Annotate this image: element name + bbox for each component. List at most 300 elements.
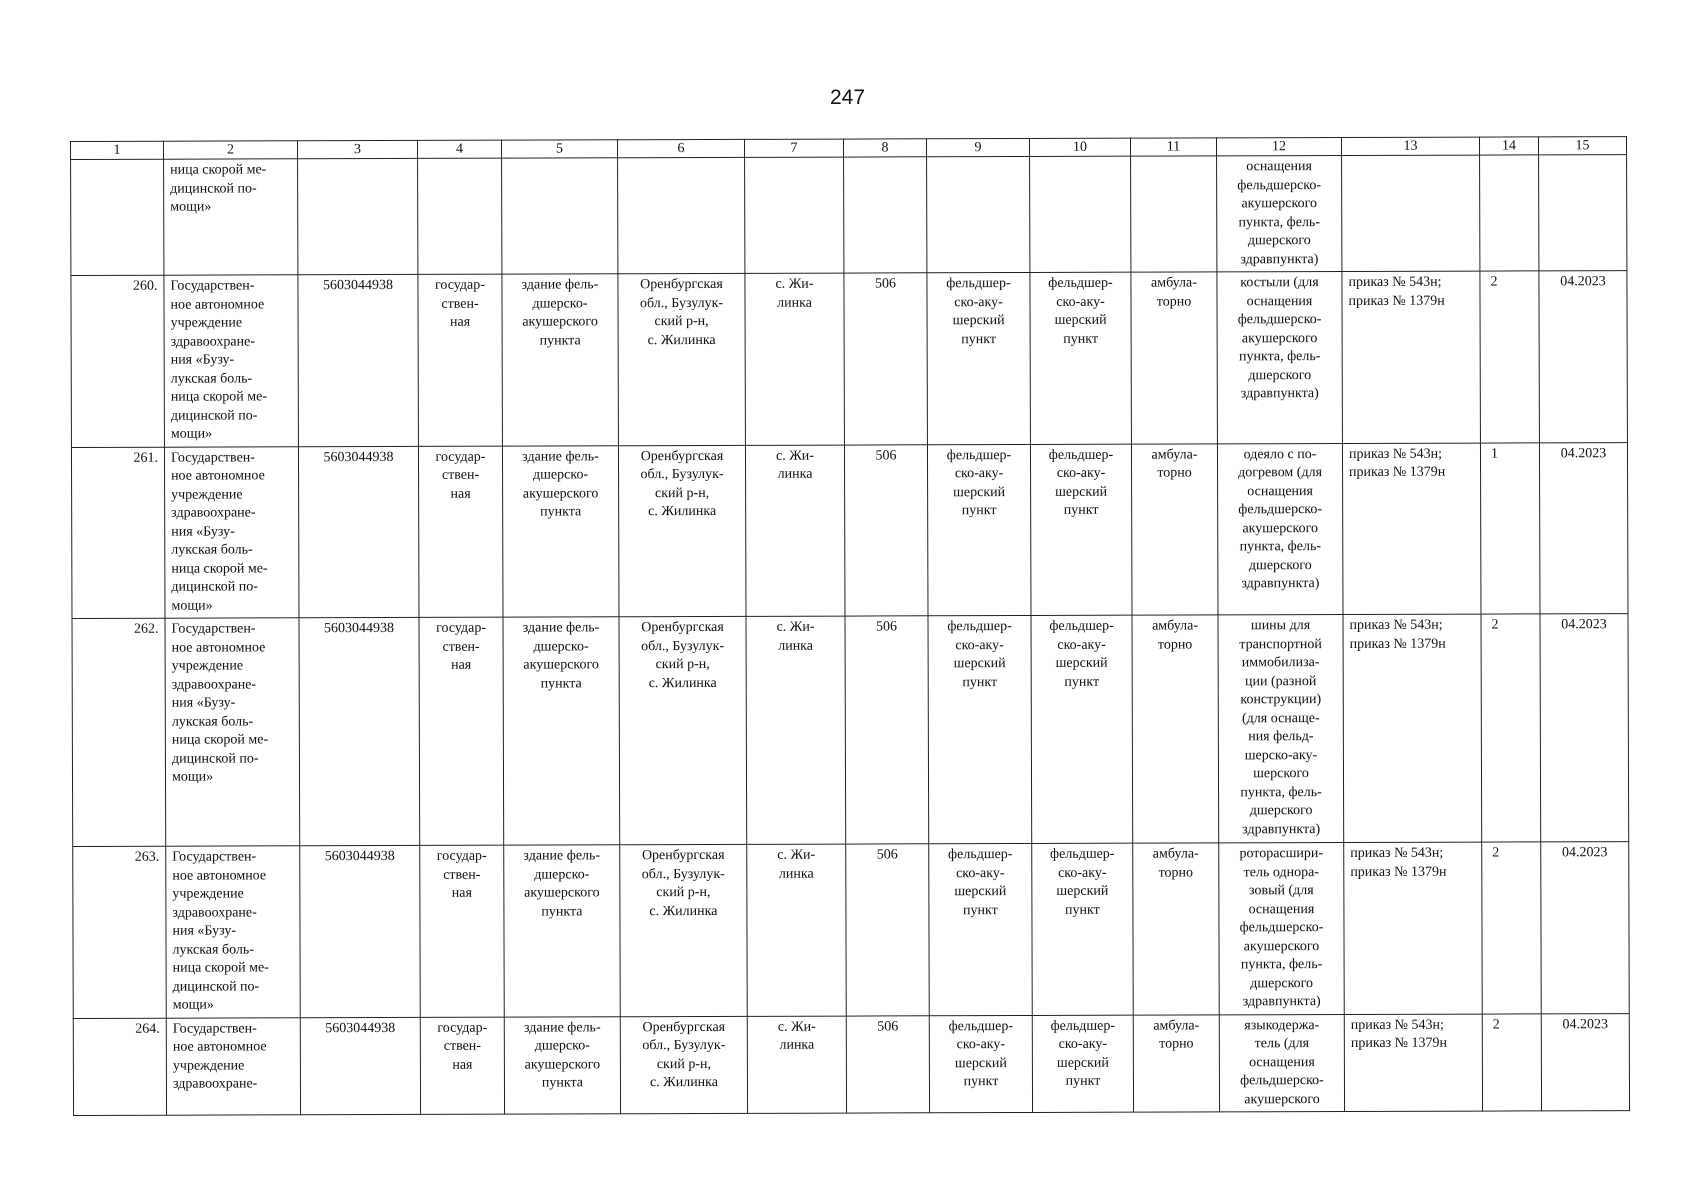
cell-text-line: шерского xyxy=(1253,766,1309,782)
cell-text-line: пункта, фель- xyxy=(1238,349,1321,365)
cell-text-line: пункта, фель- xyxy=(1240,957,1323,973)
continuation-row xyxy=(71,155,1627,276)
facility-kind-cell xyxy=(1032,1015,1133,1113)
row-number-cell: 264. xyxy=(73,1018,166,1116)
cell-text-line: с. Жи- xyxy=(776,619,815,635)
column-number: 9 xyxy=(926,138,1029,156)
cell-text-line: мощи» xyxy=(170,426,213,442)
cell-text-line: ное автономное xyxy=(171,468,265,484)
cell-text-line: приказ № 543н; xyxy=(1350,1017,1444,1033)
page-number: 247 xyxy=(829,86,866,109)
cell-text-line: шерский xyxy=(1055,484,1108,500)
cell-text-line: фельдшер- xyxy=(946,447,1012,463)
cell-text-line: амбула- xyxy=(1150,275,1197,291)
cell-text-line: фельдшер- xyxy=(1050,1018,1116,1034)
cell-text-line: государ- xyxy=(436,620,486,636)
ownership-cell xyxy=(418,446,503,618)
column-number: 1 xyxy=(71,141,164,159)
cell-text-line: шины для xyxy=(1250,618,1311,634)
building-cell xyxy=(504,1016,620,1114)
cell-text-line: фельдшер- xyxy=(948,847,1013,863)
cell-text-line: акушерского xyxy=(524,1056,601,1073)
cell-text-line: здравоохране- xyxy=(171,676,257,693)
cell-text-line: роторасшири- xyxy=(1239,846,1324,862)
cell-text-line: ница скорой ме- xyxy=(171,560,268,577)
cell-text-line: ствен- xyxy=(442,639,480,655)
cell-text-line: пункт xyxy=(962,674,998,690)
cell-text-line: дшерского xyxy=(1248,557,1312,573)
cell-text-line: фельдшерско- xyxy=(1238,502,1323,518)
cell-text-line: с. Жи- xyxy=(775,276,814,292)
cell-text-line: ное автономное xyxy=(172,1039,267,1055)
cell-text-line: линка xyxy=(778,638,814,654)
cell-text-line: государ- xyxy=(436,848,487,864)
row-number-cell: 262. xyxy=(72,618,166,846)
registry-table xyxy=(70,136,1630,1116)
cell-text-line: ствен- xyxy=(441,296,479,312)
inn-cell: 5603044938 xyxy=(299,617,420,845)
cell-text-line: линка xyxy=(779,1037,815,1053)
cell-text-line: дшерского xyxy=(1249,803,1313,819)
quantity-cell: 2 xyxy=(1480,271,1540,443)
order-cell xyxy=(1342,443,1481,615)
cell-text-line: ско-аку- xyxy=(1058,865,1107,881)
cell-text-line: ния «Бузу- xyxy=(170,352,235,368)
cell-text-line: государ- xyxy=(437,1020,488,1036)
equipment-text-line: фельдшерско- xyxy=(1237,177,1322,193)
cell-text-line: фельдшерско- xyxy=(1237,312,1322,328)
facility-type-cell xyxy=(927,272,1031,444)
cell-text-line: пункт xyxy=(1063,502,1099,518)
cell-text-line: дицинской по- xyxy=(171,750,259,767)
care-form-cell xyxy=(1132,615,1219,843)
ownership-cell xyxy=(418,274,503,446)
organization-cell xyxy=(164,159,298,275)
cell-text-line: здравпункта) xyxy=(1242,821,1321,837)
cell-text-line: оснащения xyxy=(1248,901,1315,917)
cell-text-line: шерский xyxy=(1054,312,1107,328)
cell-text-line: пункт xyxy=(963,902,998,918)
quantity-cell: 2 xyxy=(1481,614,1541,842)
cell-text-line: здание фель- xyxy=(521,277,599,293)
organization-cell xyxy=(164,446,299,618)
cell-text-line: торно xyxy=(1159,1036,1194,1052)
cell-text-line: обл., Бузулук- xyxy=(639,295,724,311)
column-number: 7 xyxy=(744,139,843,157)
cell-text-line: ное автономное xyxy=(171,639,266,656)
cell-text-line: фельдшер- xyxy=(946,276,1011,292)
cell-text-line: обл., Бузулук- xyxy=(642,1037,726,1054)
settlement-cell xyxy=(747,844,847,1016)
facility-type-cell xyxy=(929,843,1033,1015)
cell-text-line: акушерского xyxy=(523,657,599,673)
cell-text-line: с. Жи- xyxy=(776,448,814,464)
quantity-cell: 2 xyxy=(1482,842,1542,1014)
cell-text-line: торно xyxy=(1157,465,1192,481)
population-cell: 506 xyxy=(844,444,928,616)
cell-text-line: Оренбургская xyxy=(641,847,725,864)
cell-text-line: линка xyxy=(777,466,813,482)
cell-text-line: пункта xyxy=(539,332,581,349)
cell-text-line: дшерского xyxy=(1248,367,1312,383)
settlement-cell xyxy=(747,1016,846,1114)
table-row xyxy=(73,1013,1629,1115)
equipment-cell xyxy=(1217,156,1342,272)
cell-text-line: учреждение xyxy=(170,315,243,331)
row-number-cell: 260. xyxy=(71,275,165,447)
facility-type-cell xyxy=(929,1015,1032,1113)
population-cell: 506 xyxy=(846,844,930,1016)
building-cell xyxy=(503,617,620,845)
equipment-cell xyxy=(1217,443,1343,615)
ownership-cell xyxy=(419,617,504,845)
cell-text-line: дшерского xyxy=(1250,975,1314,991)
cell-text-line: транспортной xyxy=(1239,636,1322,652)
cell-text-line: с. Жи- xyxy=(777,1019,816,1035)
cell-text-line: здание фель- xyxy=(522,620,600,636)
building-cell xyxy=(502,274,619,446)
settlement-cell xyxy=(745,273,845,445)
cell-text-line: пункт xyxy=(1065,902,1100,918)
organization-cell xyxy=(166,1017,300,1115)
table-row xyxy=(73,842,1630,1018)
cell-text-line: ния фельд- xyxy=(1248,729,1314,745)
cell-text-line: (для оснаще- xyxy=(1241,710,1320,726)
cell-text-line: амбула- xyxy=(1152,618,1199,634)
cell-text-line: мощи» xyxy=(172,997,214,1013)
facility-type-cell xyxy=(928,615,1032,843)
cell-text-line: здравоохране- xyxy=(170,333,256,350)
column-number: 8 xyxy=(843,139,926,157)
cell-text-line: учреждение xyxy=(172,886,244,902)
cell-text-line: ния «Бузу- xyxy=(171,695,236,711)
cell-text-line: здравоохране- xyxy=(172,904,257,921)
cell-text-line: пункта xyxy=(540,675,582,692)
cell-text-line: ский р-н, xyxy=(656,1056,712,1072)
cell-text-line: Государствен- xyxy=(172,849,257,865)
cell-text-line: пункт xyxy=(1065,1073,1101,1089)
cell-text-line: с. Жилинка xyxy=(649,1074,719,1091)
cell-text-line: фельдшер- xyxy=(947,619,1012,635)
cell-text-line: ная xyxy=(451,885,472,901)
organization-cell xyxy=(166,846,301,1018)
inn-cell: 5603044938 xyxy=(298,446,419,618)
cell-text-line: ная xyxy=(450,486,471,502)
cell-text-line: ско-аку- xyxy=(956,1037,1006,1053)
cell-text-line: шерский xyxy=(954,884,1007,900)
cell-text-line: мощи» xyxy=(171,769,214,785)
cell-text-line: костыли (для xyxy=(1240,275,1319,291)
date-cell: 04.2023 xyxy=(1539,271,1628,443)
cell-text-line: Оренбургская xyxy=(640,448,724,464)
cell-text-line: приказ № 543н; xyxy=(1350,845,1444,861)
cell-text-line: пункт xyxy=(1063,331,1099,347)
cell-text-line: оснащения xyxy=(1247,483,1313,499)
cell-text-line: ное автономное xyxy=(170,296,265,313)
date-cell: 04.2023 xyxy=(1540,614,1629,842)
organization-text-line: дицинской по- xyxy=(170,180,257,197)
inn-cell: 5603044938 xyxy=(300,1017,420,1115)
column-number: 3 xyxy=(298,140,418,158)
cell-text-line: здравпункта) xyxy=(1242,994,1321,1010)
population-cell: 506 xyxy=(846,1015,929,1113)
column-number: 10 xyxy=(1029,138,1130,156)
cell-text-line: с. Жилинка xyxy=(648,503,717,520)
cell-text-line: торно xyxy=(1158,864,1194,881)
cell-text-line: Государствен- xyxy=(170,278,255,294)
cell-text-line: пункт xyxy=(1064,674,1100,690)
cell-text-line: ский р-н, xyxy=(655,656,710,673)
cell-text-line: шерский xyxy=(954,1055,1007,1071)
equipment-text-line: акушерского xyxy=(1241,196,1317,212)
cell-text-line: пункта xyxy=(541,1075,584,1091)
care-form-cell xyxy=(1131,443,1218,615)
cell-text-line: ский р-н, xyxy=(654,313,709,330)
cell-text-line: Государствен- xyxy=(170,449,255,466)
population-cell: 506 xyxy=(844,273,928,445)
quantity-cell: 1 xyxy=(1480,442,1540,614)
column-number: 13 xyxy=(1341,137,1479,155)
cell-text-line: ско-аку- xyxy=(956,865,1005,881)
column-number: 12 xyxy=(1216,138,1341,156)
organization-text-line: ница скорой ме- xyxy=(170,162,267,178)
cell-text-line: лукская боль- xyxy=(171,713,254,730)
cell-text-line: ное автономное xyxy=(172,867,267,884)
cell-text-line: тель однора- xyxy=(1243,864,1319,880)
cell-text-line: ско-аку- xyxy=(955,637,1004,653)
equipment-cell xyxy=(1218,615,1344,843)
cell-text-line: пункта xyxy=(540,504,582,520)
cell-text-line: тель (для xyxy=(1254,1036,1310,1052)
date-cell: 04.2023 xyxy=(1539,442,1628,614)
date-cell: 04.2023 xyxy=(1541,842,1630,1014)
cell-text-line: оснащения xyxy=(1249,1054,1315,1070)
cell-text-line: государ- xyxy=(435,449,486,465)
cell-text-line: ния «Бузу- xyxy=(171,523,235,540)
cell-text-line: амбула- xyxy=(1153,1017,1200,1034)
cell-text-line: амбула- xyxy=(1151,446,1198,463)
quantity-cell: 2 xyxy=(1482,1013,1541,1111)
cell-text-line: ная xyxy=(451,657,472,673)
cell-text-line: фельдшерско- xyxy=(1239,920,1324,936)
cell-text-line: ско-аку- xyxy=(1056,465,1106,481)
cell-text-line: дшерско- xyxy=(533,638,589,655)
cell-text-line: ции (разной xyxy=(1244,673,1317,689)
cell-text-line: ствен- xyxy=(443,1038,481,1054)
cell-text-line: приказ № 1379н xyxy=(1350,1035,1448,1051)
order-cell xyxy=(1344,1014,1482,1112)
cell-text-line: здравоохране- xyxy=(172,1076,258,1092)
organization-text-line: мощи» xyxy=(170,199,212,215)
cell-text-line: учреждение xyxy=(171,486,243,503)
cell-text-line: дицинской по- xyxy=(171,579,258,595)
cell-text-line: обл., Бузулук- xyxy=(641,638,725,654)
cell-text-line: фельдшерско- xyxy=(1240,1073,1324,1089)
cell-text-line: дицинской по- xyxy=(170,407,258,424)
row-number-cell: 261. xyxy=(71,447,165,619)
column-number: 2 xyxy=(164,141,298,159)
cell-text-line: с. Жи- xyxy=(777,847,816,863)
settlement-cell xyxy=(745,445,845,617)
address-cell xyxy=(618,445,746,617)
order-cell xyxy=(1342,271,1481,443)
cell-text-line: иммобилиза- xyxy=(1241,655,1320,671)
order-cell xyxy=(1343,614,1482,842)
cell-text-line: конструкции) xyxy=(1240,692,1322,708)
cell-text-line: акушерского xyxy=(1241,330,1318,346)
cell-text-line: шерский xyxy=(1056,1055,1109,1071)
cell-text-line: приказ № 1379н xyxy=(1348,293,1445,309)
cell-text-line: ния «Бузу- xyxy=(172,923,237,939)
equipment-text-line: дшерского xyxy=(1247,233,1311,249)
column-number: 5 xyxy=(501,140,617,158)
cell-text-line: с. Жилинка xyxy=(649,903,718,919)
cell-text-line: с. Жилинка xyxy=(647,332,716,348)
cell-text-line: ствен- xyxy=(441,467,480,483)
building-cell xyxy=(502,445,619,617)
cell-text-line: ствен- xyxy=(443,867,481,883)
cell-text-line: торно xyxy=(1157,636,1193,653)
inn-cell: 5603044938 xyxy=(300,845,421,1017)
building-cell xyxy=(504,845,621,1017)
cell-text-line: пункта, фель- xyxy=(1239,539,1322,555)
cell-text-line: шерский xyxy=(1056,883,1109,899)
equipment-text-line: оснащения xyxy=(1246,159,1312,175)
cell-text-line: здание фель- xyxy=(523,1019,601,1036)
cell-text-line: акушерского xyxy=(1242,520,1318,536)
table-row xyxy=(72,614,1629,847)
cell-text-line: Оренбургская xyxy=(640,276,723,293)
cell-text-line: фельдшер- xyxy=(1050,846,1115,862)
equipment-cell xyxy=(1219,1014,1344,1112)
organization-cell xyxy=(165,618,300,846)
cell-text-line: ница скорой ме- xyxy=(171,732,269,748)
cell-text-line: торно xyxy=(1156,293,1192,310)
cell-text-line: приказ № 1379н xyxy=(1349,636,1446,652)
cell-text-line: линка xyxy=(778,866,814,882)
cell-text-line: пункта xyxy=(541,903,583,920)
cell-text-line: приказ № 543н; xyxy=(1349,617,1443,633)
cell-text-line: шерский xyxy=(953,484,1006,500)
cell-text-line: учреждение xyxy=(171,658,244,674)
table-row xyxy=(71,442,1628,618)
cell-text-line: дшерско- xyxy=(534,866,590,883)
column-number: 15 xyxy=(1538,137,1626,155)
cell-text-line: шерско-аку- xyxy=(1244,747,1318,763)
cell-text-line: ско-аку- xyxy=(1058,1036,1108,1052)
ownership-cell xyxy=(420,845,505,1017)
cell-text-line: обл., Бузулук- xyxy=(640,466,724,483)
equipment-cell xyxy=(1217,272,1343,444)
cell-text-line: дшерско- xyxy=(534,1038,590,1054)
cell-text-line: пункт xyxy=(963,1074,999,1090)
cell-text-line: догревом (для xyxy=(1238,465,1323,481)
cell-text-line: ский р-н, xyxy=(655,485,710,501)
cell-text-line: Оренбургская xyxy=(642,1019,726,1035)
population-cell: 506 xyxy=(845,616,929,844)
cell-text-line: ско-аку- xyxy=(1056,294,1105,310)
address-cell xyxy=(620,844,748,1016)
cell-text-line: здание фель- xyxy=(523,848,601,864)
address-cell xyxy=(618,273,746,445)
cell-text-line: дшерско- xyxy=(532,295,588,312)
cell-text-line: пункта, фель- xyxy=(1240,784,1322,800)
column-number: 6 xyxy=(617,139,744,157)
cell-text-line: ница скорой ме- xyxy=(172,960,269,976)
cell-text-line: пункт xyxy=(961,503,997,519)
cell-text-line: ница скорой ме- xyxy=(170,389,268,405)
column-number: 11 xyxy=(1130,138,1216,156)
ownership-cell xyxy=(420,1017,504,1115)
cell-text-line: учреждение xyxy=(172,1057,245,1074)
cell-text-line: приказ № 1379н xyxy=(1350,864,1447,880)
cell-text-line: мощи» xyxy=(171,598,213,614)
care-form-cell xyxy=(1133,843,1220,1015)
cell-text-line: обл., Бузулук- xyxy=(641,866,725,882)
cell-text-line: шерский xyxy=(952,313,1005,329)
facility-kind-cell xyxy=(1030,444,1132,616)
cell-text-line: приказ № 543н; xyxy=(1348,274,1442,290)
cell-text-line: государ- xyxy=(434,277,485,293)
cell-text-line: оснащения xyxy=(1246,293,1313,309)
cell-text-line: пункт xyxy=(961,331,997,347)
cell-text-line: лукская боль- xyxy=(170,370,253,387)
cell-text-line: одеяло с по- xyxy=(1243,446,1317,462)
cell-text-line: ная xyxy=(452,1057,473,1073)
cell-text-line: приказ № 543н; xyxy=(1348,446,1443,462)
cell-text-line: здравпункта) xyxy=(1240,386,1319,402)
cell-text-line: здравпункта) xyxy=(1241,576,1320,592)
cell-text-line: шерский xyxy=(953,656,1006,672)
cell-text-line: лукская боль- xyxy=(172,941,254,958)
care-form-cell xyxy=(1133,1014,1219,1112)
cell-text-line: ский р-н, xyxy=(656,884,711,901)
cell-text-line: фельдшер- xyxy=(948,1018,1014,1034)
cell-text-line: шерский xyxy=(1055,655,1108,671)
cell-text-line: зовый (для xyxy=(1248,883,1314,899)
row-number-cell: 263. xyxy=(73,846,167,1018)
equipment-cell xyxy=(1219,843,1345,1015)
cell-text-line: ная xyxy=(449,314,471,330)
table-row xyxy=(71,271,1628,447)
cell-text-line: языкодержа- xyxy=(1244,1017,1320,1033)
order-cell xyxy=(1344,842,1483,1014)
cell-text-line: фельдшер- xyxy=(1048,275,1113,291)
address-cell xyxy=(619,616,747,844)
column-number: 14 xyxy=(1479,137,1538,155)
cell-text-line: приказ № 1379н xyxy=(1349,464,1446,480)
cell-text-line: Оренбургская xyxy=(641,619,724,636)
cell-text-line: Государствен- xyxy=(171,621,256,637)
settlement-cell xyxy=(746,616,846,844)
cell-text-line: Государствен- xyxy=(172,1020,257,1037)
facility-kind-cell xyxy=(1032,843,1134,1015)
address-cell xyxy=(620,1016,747,1114)
cell-text-line: акушерского xyxy=(522,314,598,330)
column-number: 4 xyxy=(417,140,501,158)
inn-cell: 5603044938 xyxy=(298,274,419,446)
facility-kind-cell xyxy=(1031,615,1133,843)
cell-text-line: лукская боль- xyxy=(171,542,253,558)
cell-text-line: акушерского xyxy=(1243,938,1320,954)
cell-text-line: здравоохране- xyxy=(171,505,256,521)
organization-cell xyxy=(164,275,299,447)
cell-text-line: фельдшер- xyxy=(1048,447,1114,463)
equipment-text-line: пункта, фель- xyxy=(1238,214,1321,230)
cell-text-line: с. Жилинка xyxy=(648,675,717,691)
cell-text-line: ско-аку- xyxy=(954,466,1004,482)
cell-text-line: линка xyxy=(777,295,812,311)
